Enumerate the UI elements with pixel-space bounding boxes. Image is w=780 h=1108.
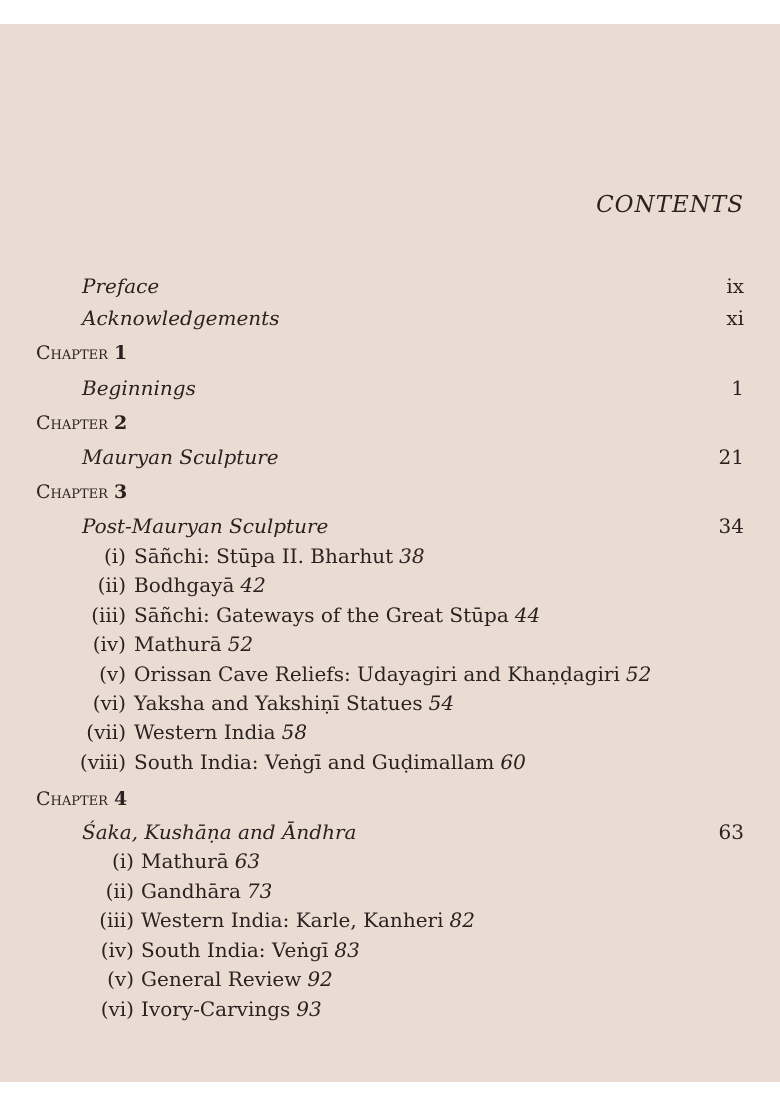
contents-heading: CONTENTS [596, 192, 744, 218]
section-page: 58 [281, 720, 308, 744]
section-number: (ii) [97, 573, 126, 597]
toc-section [0, 908, 780, 938]
toc-section [0, 691, 780, 721]
toc-section [0, 544, 780, 574]
section-title: Sāñchi: Gateways of the Great Stūpa [134, 603, 509, 627]
toc-entry-chapter-1 [0, 376, 780, 406]
entry-page: 63 [718, 820, 744, 844]
section-page: 92 [307, 967, 333, 991]
toc-section [0, 938, 780, 968]
section-title: Mathurā [134, 632, 222, 656]
toc-entry-chapter-2 [0, 445, 780, 475]
section-page: 52 [227, 632, 254, 656]
section-number: (v) [107, 967, 134, 991]
toc-section [0, 632, 780, 662]
chapter-word: Chapter [36, 481, 108, 503]
entry-page: 34 [718, 514, 744, 538]
toc-section [0, 967, 780, 997]
chapter-number: 2 [114, 412, 128, 434]
section-title: Bodhgayā [134, 573, 235, 597]
section-number: (iii) [99, 908, 134, 932]
entry-title: Post-Mauryan Sculpture [82, 514, 329, 538]
chapter-4-label [0, 788, 780, 818]
chapter-3-label [0, 481, 780, 511]
section-number: (iv) [100, 938, 134, 962]
section-title: Yaksha and Yakshiṇī Statues [134, 691, 423, 715]
section-title: Gandhāra [141, 879, 241, 903]
toc-entry-acknowledgements [0, 306, 780, 336]
section-page: 42 [240, 573, 266, 597]
chapter-number: 1 [114, 342, 128, 364]
book-page [0, 24, 780, 1082]
section-number: (iii) [91, 603, 126, 627]
section-title: South India: Veṅgī and Guḍimallam [134, 750, 495, 774]
section-page: 63 [234, 849, 261, 873]
entry-title: Mauryan Sculpture [82, 445, 279, 469]
section-title: Sāñchi: Stūpa II. Bharhut [134, 544, 394, 568]
toc-entry-preface [0, 274, 780, 304]
toc-section [0, 997, 780, 1027]
entry-page: xi [726, 306, 744, 330]
entry-page: ix [726, 274, 744, 298]
section-title: Western India [134, 720, 276, 744]
chapter-word: Chapter [36, 788, 108, 810]
toc-section [0, 662, 780, 692]
section-title: Orissan Cave Reliefs: Udayagiri and Khaṇḍagiri [134, 662, 620, 686]
section-number: (vi) [100, 997, 134, 1021]
chapter-number: 4 [114, 788, 128, 810]
toc-section [0, 603, 780, 633]
chapter-word: Chapter [36, 412, 108, 434]
entry-title: Preface [82, 274, 160, 298]
section-number: (i) [103, 544, 126, 568]
section-number: (vi) [92, 691, 126, 715]
toc-section [0, 750, 780, 780]
section-page: 82 [449, 908, 475, 932]
section-number: (ii) [105, 879, 134, 903]
section-number: (viii) [79, 750, 126, 774]
section-title: Western India: Karle, Kanheri [141, 908, 444, 932]
section-page: 60 [500, 750, 526, 774]
section-title: Ivory-Carvings [141, 997, 291, 1021]
entry-title: Śaka, Kushāṇa and Āndhra [82, 820, 357, 844]
section-number: (vii) [86, 720, 126, 744]
section-title: Mathurā [141, 849, 229, 873]
entry-page: 21 [718, 445, 744, 469]
entry-page: 1 [731, 376, 744, 400]
section-number: (v) [99, 662, 126, 686]
toc-section [0, 720, 780, 750]
section-page: 54 [428, 691, 455, 715]
section-page: 44 [514, 603, 541, 627]
chapter-number: 3 [114, 481, 128, 503]
toc-section [0, 849, 780, 879]
toc-entry-chapter-4 [0, 820, 780, 850]
chapter-word: Chapter [36, 342, 108, 364]
section-number: (i) [111, 849, 134, 873]
section-page: 38 [399, 544, 425, 568]
chapter-2-label [0, 412, 780, 442]
section-title: General Review [141, 967, 302, 991]
section-page: 93 [296, 997, 322, 1021]
entry-title: Beginnings [82, 376, 196, 400]
toc-section [0, 573, 780, 603]
section-page: 52 [625, 662, 652, 686]
entry-title: Acknowledgements [82, 306, 280, 330]
section-number: (iv) [92, 632, 126, 656]
toc-section [0, 879, 780, 909]
chapter-1-label [0, 342, 780, 372]
section-page: 73 [246, 879, 273, 903]
toc-entry-chapter-3 [0, 514, 780, 544]
section-title: South India: Veṅgī [141, 938, 329, 962]
section-page: 83 [334, 938, 360, 962]
